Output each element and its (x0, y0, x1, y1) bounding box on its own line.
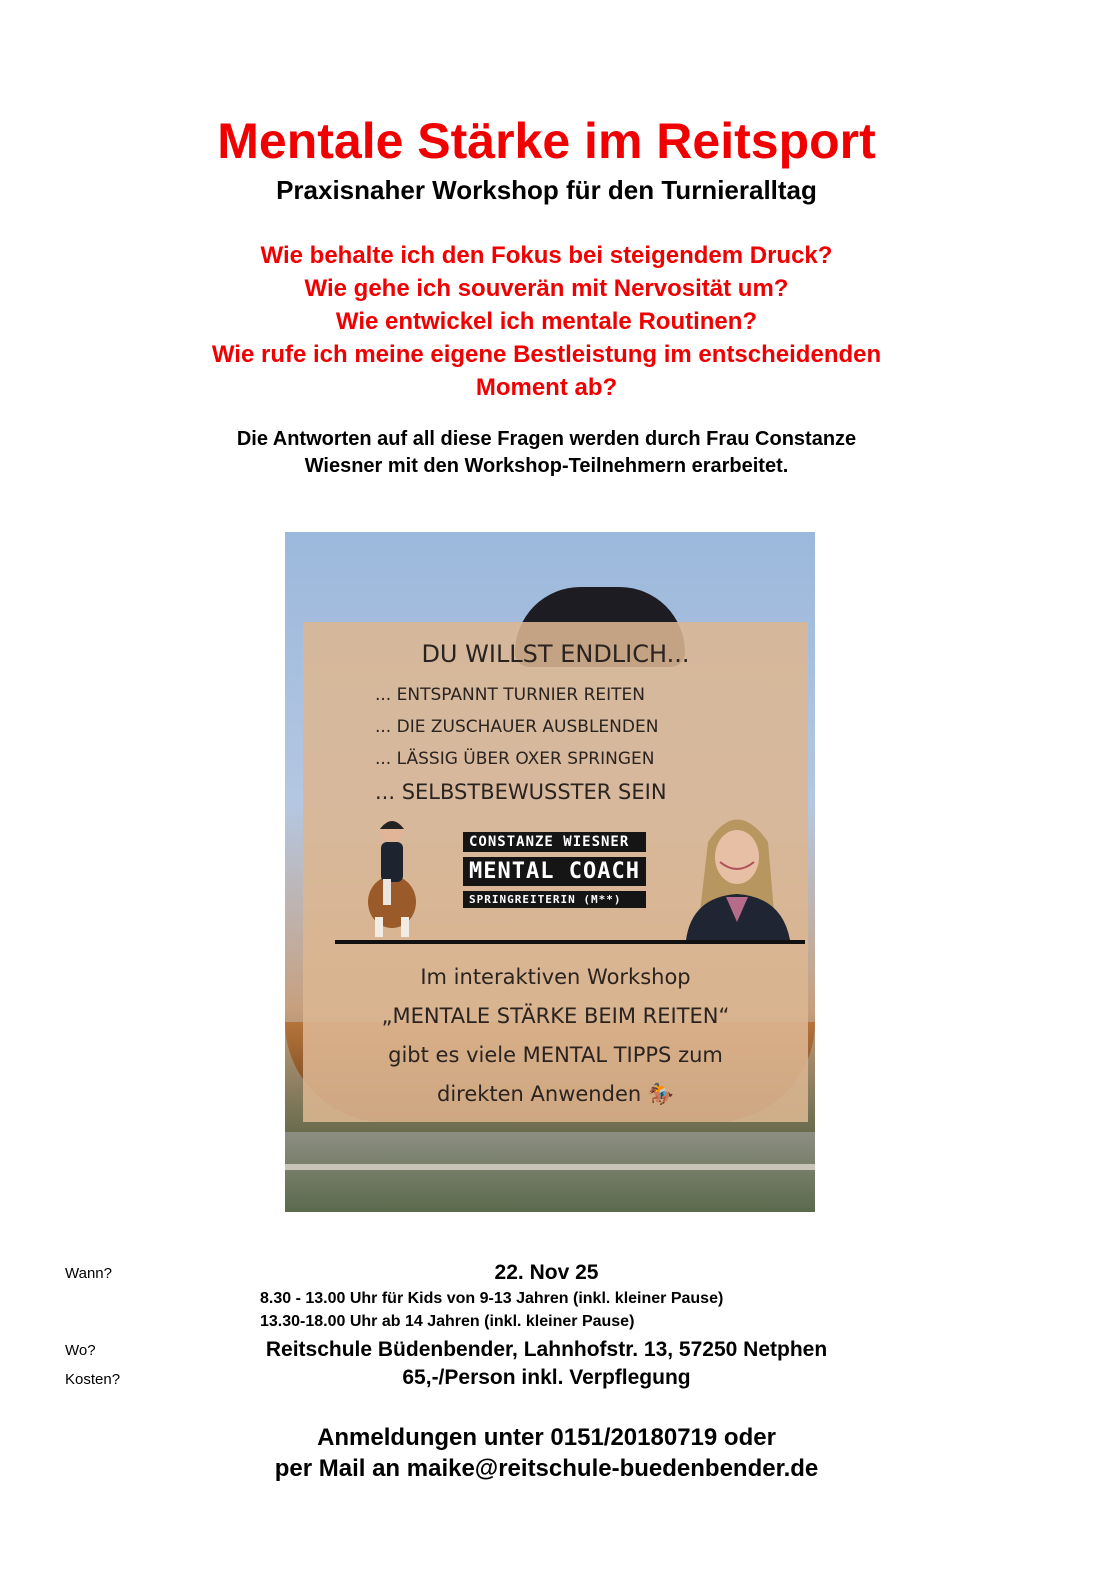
question-3: Wie entwickel ich mentale Routinen? (335, 308, 758, 335)
promo-line: Im interaktiven Workshop (420, 965, 691, 989)
event-date: 22. Nov 25 (494, 1261, 599, 1284)
question-4: Wie rufe ich meine eigene Bestleistung im entscheidenden (211, 341, 882, 368)
poster-promo (303, 958, 808, 1114)
rider-icon (361, 807, 423, 937)
coach-portrait (678, 802, 796, 940)
time-adults: 13.30-18.00 Uhr ab 14 Jahren (inkl. kleiner Pause) (260, 1313, 635, 1330)
cost-label: Kosten? (65, 1371, 121, 1388)
page-subtitle: Praxisnaher Workshop für den Turnieralltag (276, 175, 817, 205)
registration-email: per Mail an maike@reitschule-buedenbender.de (274, 1455, 819, 1482)
poster-list-item: ... SELBSTBEWUSSTER SEIN (375, 780, 667, 804)
poster-list-item: ... ENTSPANNT TURNIER REITEN (375, 685, 645, 705)
promo-line: gibt es viele MENTAL TIPPS zum (388, 1043, 723, 1067)
poster-list-item: ... DIE ZUSCHAUER AUSBLENDEN (375, 717, 659, 737)
page-title: Mentale Stärke im Reitsport (217, 113, 876, 169)
coach-role: MENTAL COACH (463, 857, 646, 886)
registration-info (0, 1422, 1093, 1484)
poster-headline: DU WILLST ENDLICH... (421, 640, 690, 668)
poster-list-item: ... LÄSSIG ÜBER OXER SPRINGEN (375, 749, 655, 769)
promo-line: „MENTALE STÄRKE BEIM REITEN“ (381, 1004, 730, 1028)
time-kids: 8.30 - 13.00 Uhr für Kids von 9-13 Jahren (inkl. kleiner Pause) (260, 1290, 724, 1307)
poster-divider (335, 940, 805, 944)
event-location: Reitschule Büdenbender, Lahnhofstr. 13, 57250 Netphen (265, 1338, 828, 1361)
coach-name: CONSTANZE WIESNER (463, 832, 646, 852)
arena-ground (285, 1132, 815, 1212)
question-2: Wie gehe ich souverän mit Nervosität um? (304, 275, 789, 302)
answers-line-1: Die Antworten auf all diese Fragen werden durch Frau Constanze (236, 428, 857, 450)
registration-phone: Anmeldungen unter 0151/20180719 oder (317, 1424, 776, 1451)
answers-text (0, 426, 1093, 480)
poster-panel (303, 622, 808, 1122)
event-cost: 65,-/Person inkl. Verpflegung (402, 1366, 691, 1389)
answers-line-2: Wiesner mit den Workshop-Teilnehmern erarbeitet. (304, 455, 789, 477)
promo-line: direkten Anwenden 🏇 (436, 1082, 675, 1106)
where-label: Wo? (65, 1342, 96, 1359)
arena-fence (285, 1164, 815, 1170)
workshop-poster-image (285, 532, 815, 1212)
question-1: Wie behalte ich den Fokus bei steigendem Druck? (260, 242, 833, 269)
when-label: Wann? (65, 1265, 112, 1282)
questions-block (0, 239, 1093, 404)
coach-label (463, 832, 646, 913)
question-4-continued: Moment ab? (475, 374, 618, 401)
coach-subtitle: SPRINGREITERIN (M**) (463, 891, 646, 908)
poster-list (375, 679, 667, 809)
